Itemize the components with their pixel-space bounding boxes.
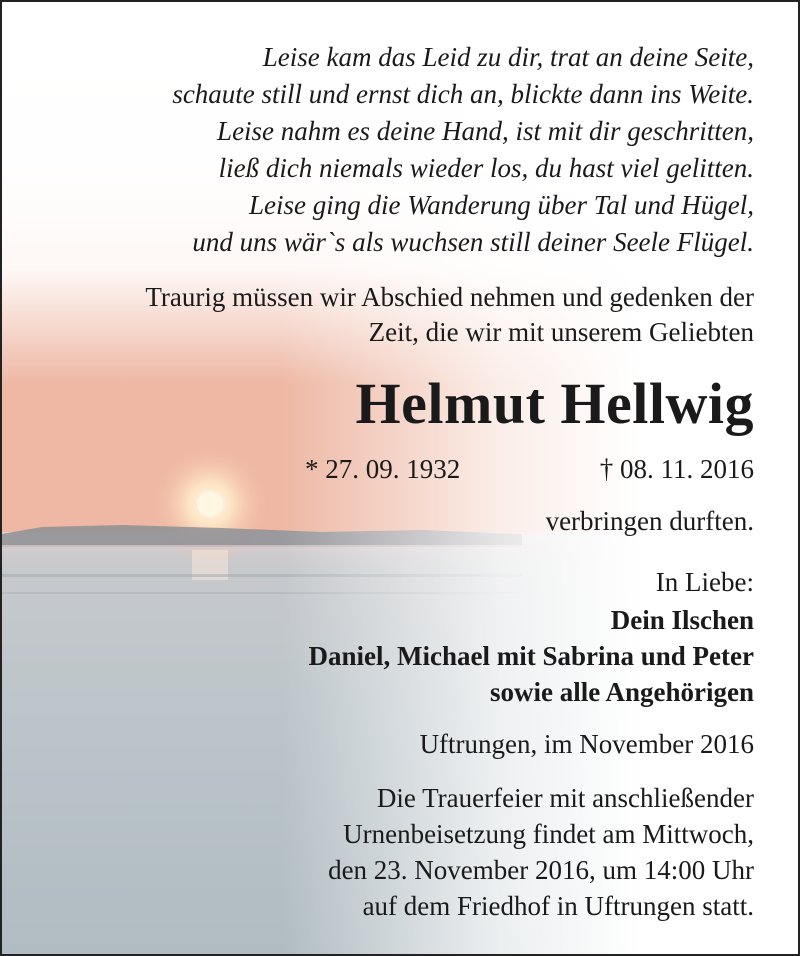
poem-line: ließ dich niemals wieder los, du hast viel gelitten. bbox=[218, 153, 754, 183]
ceremony-line: Die Trauerfeier mit anschließender bbox=[376, 783, 754, 813]
poem-line: und uns wär`s als wuchsen still deiner Seele Flügel. bbox=[192, 227, 754, 257]
birth-date: * 27. 09. 1932 bbox=[305, 454, 461, 484]
signature-family-line: sowie alle Angehörigen bbox=[490, 677, 754, 707]
closing-line: verbringen durften. bbox=[545, 506, 754, 536]
death-date: † 08. 11. 2016 bbox=[599, 454, 754, 484]
poem-line: Leise ging die Wanderung über Tal und Hügel, bbox=[249, 190, 754, 220]
intro-line: Zeit, die wir mit unserem Geliebten bbox=[368, 317, 754, 347]
signature-family-line: Daniel, Michael mit Sabrina und Peter bbox=[308, 641, 754, 671]
ceremony-line: Urnenbeisetzung findet am Mittwoch, bbox=[343, 819, 754, 849]
poem-line: Leise kam das Leid zu dir, trat an deine Seite, bbox=[262, 42, 754, 72]
ceremony-line: auf dem Friedhof in Uftrungen statt. bbox=[362, 891, 754, 921]
poem-line: schaute still und ernst dich an, blickte dann ins Weite. bbox=[172, 79, 754, 109]
poem-line: Leise nahm es deine Hand, ist mit dir geschritten, bbox=[217, 116, 754, 146]
signature-family-line: Dein Ilschen bbox=[610, 605, 754, 635]
deceased-name: Helmut Hellwig bbox=[355, 371, 754, 436]
signature-greeting: In Liebe: bbox=[655, 567, 754, 597]
notice-text bbox=[2, 2, 800, 956]
place-date: Uftrungen, im November 2016 bbox=[419, 729, 754, 759]
intro-line: Traurig müssen wir Abschied nehmen und gedenken der bbox=[145, 282, 754, 312]
ceremony-line: den 23. November 2016, um 14:00 Uhr bbox=[328, 855, 754, 885]
